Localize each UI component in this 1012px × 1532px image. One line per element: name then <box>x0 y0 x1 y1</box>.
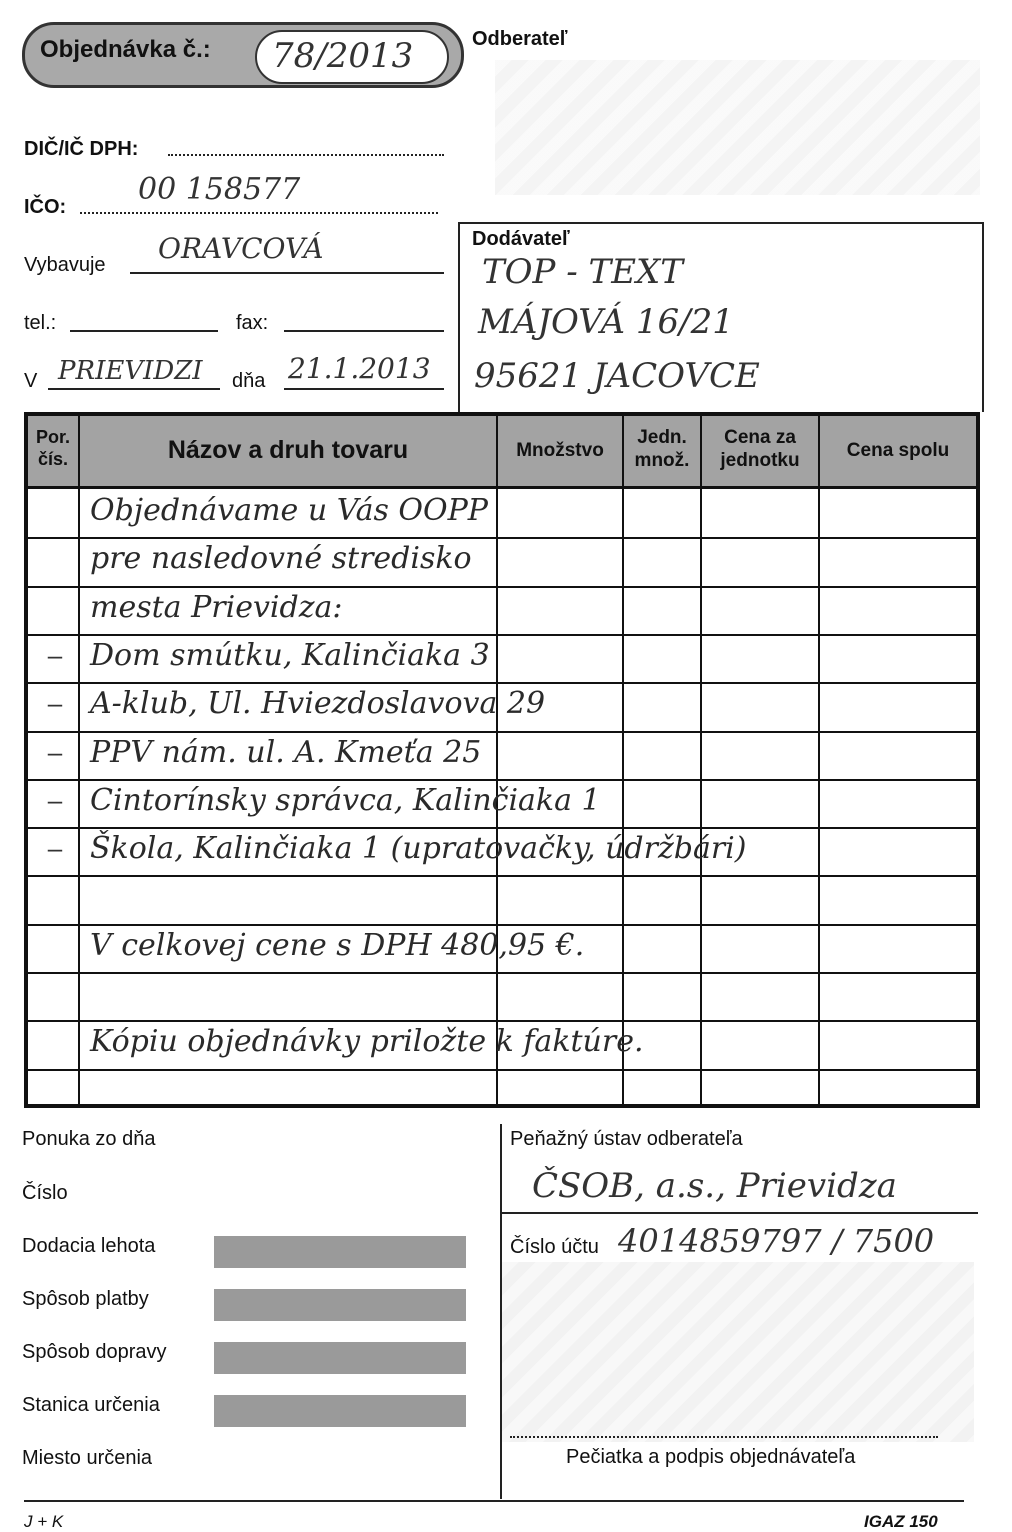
table-row-text[interactable]: A-klub, Ul. Hviezdoslavova 29 <box>90 686 546 721</box>
row-divider <box>28 827 976 829</box>
header-por-line1: Por. <box>35 427 70 447</box>
transport-method-field[interactable] <box>214 1342 466 1374</box>
ico-value: 00 158577 <box>138 172 301 207</box>
header-por-line2: čís. <box>37 449 69 469</box>
supplier-name: TOP - TEXT <box>482 252 683 292</box>
header-unit-line1: Jedn. <box>637 427 687 448</box>
row-divider <box>28 682 976 684</box>
ico-field[interactable] <box>80 212 438 214</box>
table-row-text[interactable]: Dom smútku, Kalinčiaka 3 <box>90 638 490 673</box>
payment-method-label: Spôsob platby <box>22 1288 149 1310</box>
tax-id-field[interactable] <box>168 154 444 156</box>
tel-field[interactable] <box>70 330 218 332</box>
row-number: – <box>47 688 63 718</box>
order-label: Objednávka č.: <box>40 36 211 63</box>
row-number: – <box>47 833 63 863</box>
footer-line <box>24 1500 964 1502</box>
destination-place-label: Miesto určenia <box>22 1447 153 1469</box>
tel-label: tel.: <box>24 312 57 334</box>
buyer-label: Odberateľ <box>472 28 568 50</box>
supplier-street: MÁJOVÁ 16/21 <box>478 302 734 342</box>
date-value: 21.1.2013 <box>288 352 431 385</box>
order-number[interactable]: 78/2013 <box>272 36 414 76</box>
table-row-text[interactable]: Kópiu objednávky priložte k faktúre. <box>90 1024 644 1059</box>
row-divider <box>28 875 976 877</box>
delivery-term-field[interactable] <box>214 1236 466 1268</box>
place-label: V <box>24 370 38 392</box>
footer-left: J + K <box>24 1512 64 1531</box>
handler-value: ORAVCOVÁ <box>158 232 324 265</box>
footer-right: IGAZ 150 <box>864 1512 938 1531</box>
bank-name: ČSOB, a.s., Prievidza <box>532 1166 897 1206</box>
offer-date-label: Ponuka zo dňa <box>22 1128 156 1150</box>
supplier-label: Dodávateľ <box>472 228 570 250</box>
fax-label: fax: <box>236 312 269 334</box>
ico-label: IČO: <box>24 196 67 218</box>
header-unit-price-line1: Cena za <box>724 427 796 448</box>
row-divider <box>28 1069 976 1071</box>
bank-name-field[interactable] <box>502 1212 978 1214</box>
header-total: Cena spolu <box>846 440 950 461</box>
offer-number-label: Číslo <box>22 1182 68 1204</box>
fax-field[interactable] <box>284 330 444 332</box>
tax-id-label: DIČ/IČ DPH: <box>24 138 139 160</box>
row-divider <box>28 634 976 636</box>
place-value: PRIEVIDZI <box>58 356 203 386</box>
delivery-term-label: Dodacia lehota <box>22 1235 156 1257</box>
bottom-divider <box>500 1124 502 1499</box>
place-field[interactable] <box>48 388 220 390</box>
header-unit <box>624 426 700 472</box>
row-divider <box>28 779 976 781</box>
row-divider <box>28 924 976 926</box>
date-label: dňa <box>232 370 266 392</box>
handler-field[interactable] <box>130 272 444 274</box>
destination-station-field[interactable] <box>214 1395 466 1427</box>
row-number: – <box>47 737 63 767</box>
signature-line[interactable] <box>510 1436 938 1438</box>
header-quantity: Množstvo <box>516 440 604 461</box>
row-divider <box>28 731 976 733</box>
header-por <box>28 426 78 470</box>
row-divider <box>28 537 976 539</box>
table-row-text[interactable]: PPV nám. ul. A. Kmeťa 25 <box>90 735 482 770</box>
table-row-text[interactable]: Objednávame u Vás OOPP <box>90 493 488 528</box>
row-divider <box>28 972 976 974</box>
buyer-stamp-impression <box>495 60 980 195</box>
table-row-text[interactable]: pre nasledovné stredisko <box>90 541 472 576</box>
header-unit-price-line2: jednotku <box>720 450 800 471</box>
transport-method-label: Spôsob dopravy <box>22 1341 167 1363</box>
row-number: – <box>47 640 63 670</box>
signature-label: Pečiatka a podpis objednávateľa <box>566 1446 856 1468</box>
signature-stamp-impression <box>502 1262 974 1442</box>
table-row-text[interactable]: V celkovej cene s DPH 480,95 €. <box>90 928 585 963</box>
row-divider <box>28 586 976 588</box>
table-row-text[interactable]: Cintorínsky správca, Kalinčiaka 1 <box>90 783 601 818</box>
date-field[interactable] <box>284 388 444 390</box>
handler-label: Vybavuje <box>24 254 106 276</box>
row-divider <box>28 1020 976 1022</box>
order-table <box>24 412 980 1108</box>
payment-method-field[interactable] <box>214 1289 466 1321</box>
bank-label: Peňažný ústav odberateľa <box>510 1128 743 1150</box>
table-row-text[interactable]: Škola, Kalinčiaka 1 (upratovačky, údržbári) <box>90 831 747 866</box>
header-item: Názov a druh tovaru <box>167 436 409 464</box>
header-unit-line2: množ. <box>634 450 690 471</box>
account-label: Číslo účtu <box>510 1236 599 1258</box>
destination-station-label: Stanica určenia <box>22 1394 160 1416</box>
account-number: 4014859797 / 7500 <box>618 1222 935 1260</box>
header-unit-price <box>702 426 818 472</box>
table-row-text[interactable]: mesta Prievidza: <box>90 590 343 625</box>
row-number: – <box>47 785 63 815</box>
supplier-city: 95621 JACOVCE <box>474 356 760 396</box>
